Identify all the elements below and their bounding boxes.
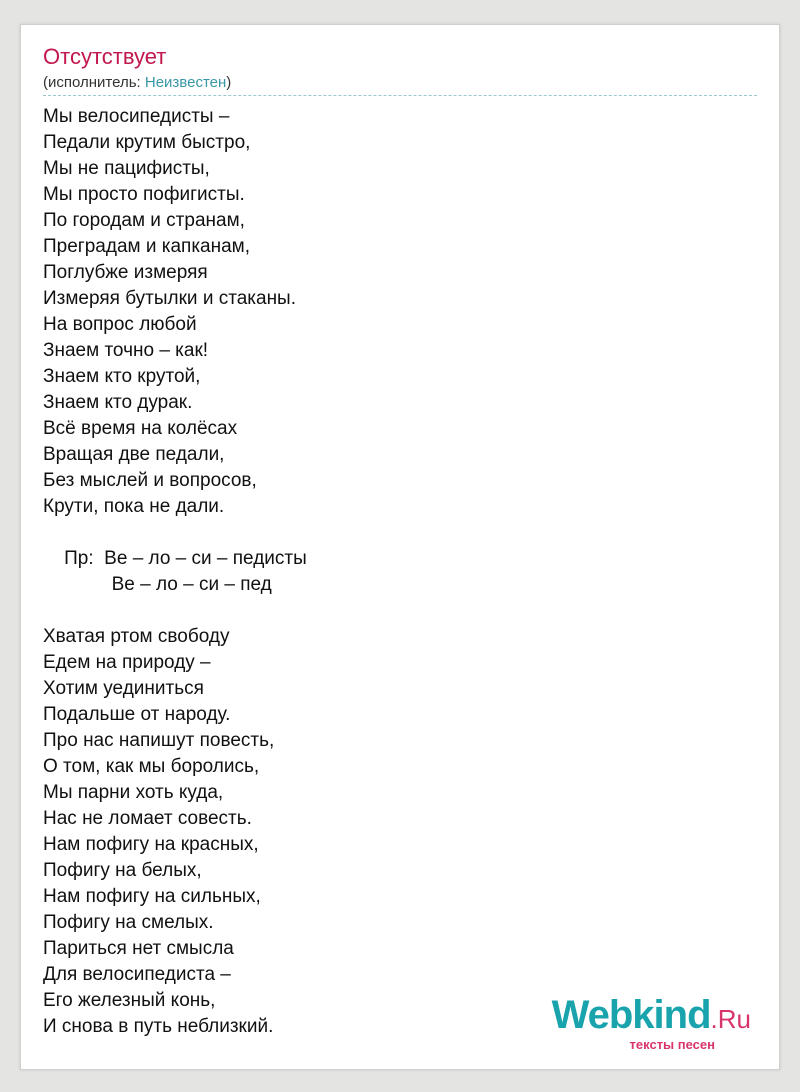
lyric-line: По городам и странам, — [43, 210, 245, 231]
lyric-line: Знаем кто крутой, — [43, 366, 201, 387]
lyric-line: Крути, пока не дали. — [43, 496, 225, 517]
lyric-line: Хватая ртом свободу — [43, 626, 230, 647]
lyric-line: Без мыслей и вопросов, — [43, 470, 257, 491]
lyric-line: Нам пофигу на сильных, — [43, 886, 261, 907]
site-logo[interactable] — [552, 995, 751, 1051]
lyric-line: Хотим уединиться — [43, 678, 204, 699]
artist-link[interactable]: Неизвестен — [144, 74, 227, 91]
artist-suffix: ) — [226, 74, 232, 91]
lyric-line: Пр: Ве – ло – си – педисты — [43, 548, 307, 569]
lyric-line: Пофигу на белых, — [43, 860, 202, 881]
lyric-line: Преградам и капканам, — [43, 236, 251, 257]
lyric-line: Измеряя бутылки и стаканы. — [43, 288, 296, 309]
lyric-line — [43, 598, 307, 624]
lyrics-body — [43, 104, 307, 1040]
lyric-line: Нас не ломает совесть. — [43, 808, 252, 829]
lyric-line: Ве – ло – си – пед — [43, 574, 272, 595]
lyric-line: Поглубже измеряя — [43, 262, 208, 283]
lyric-line: Подальше от народу. — [43, 704, 231, 725]
lyric-line: Вращая две педали, — [43, 444, 225, 465]
lyric-line: Едем на природу – — [43, 652, 211, 673]
lyric-line: Мы не пацифисты, — [43, 158, 210, 179]
lyric-line: Мы парни хоть куда, — [43, 782, 224, 803]
song-title: Отсутствует — [43, 44, 167, 69]
lyric-line: Париться нет смысла — [43, 938, 234, 959]
lyric-line: Нам пофигу на красных, — [43, 834, 259, 855]
lyric-line: Пофигу на смелых. — [43, 912, 214, 933]
logo-name: Webkind — [551, 993, 711, 1037]
artist-line — [43, 74, 231, 92]
artist-prefix: (исполнитель: — [43, 74, 145, 91]
lyric-line: Знаем кто дурак. — [43, 392, 193, 413]
header-divider — [43, 95, 757, 96]
lyric-line — [43, 520, 307, 546]
lyric-line: Всё время на колёсах — [43, 418, 238, 439]
lyric-line: О том, как мы боролись, — [43, 756, 260, 777]
logo-tagline: тексты песен — [629, 1037, 715, 1052]
lyric-line: Педали крутим быстро, — [43, 132, 251, 153]
lyrics-card — [20, 24, 780, 1070]
lyric-line: На вопрос любой — [43, 314, 197, 335]
lyric-line: И снова в путь неблизкий. — [43, 1016, 274, 1037]
logo-tld: .Ru — [710, 1004, 751, 1034]
lyric-line: Мы просто пофигисты. — [43, 184, 245, 205]
lyric-line: Для велосипедиста – — [43, 964, 231, 985]
lyric-line: Его железный конь, — [43, 990, 216, 1011]
lyric-line: Знаем точно – как! — [43, 340, 209, 361]
lyric-line: Про нас напишут повесть, — [43, 730, 275, 751]
lyric-line: Мы велосипедисты – — [43, 106, 230, 127]
